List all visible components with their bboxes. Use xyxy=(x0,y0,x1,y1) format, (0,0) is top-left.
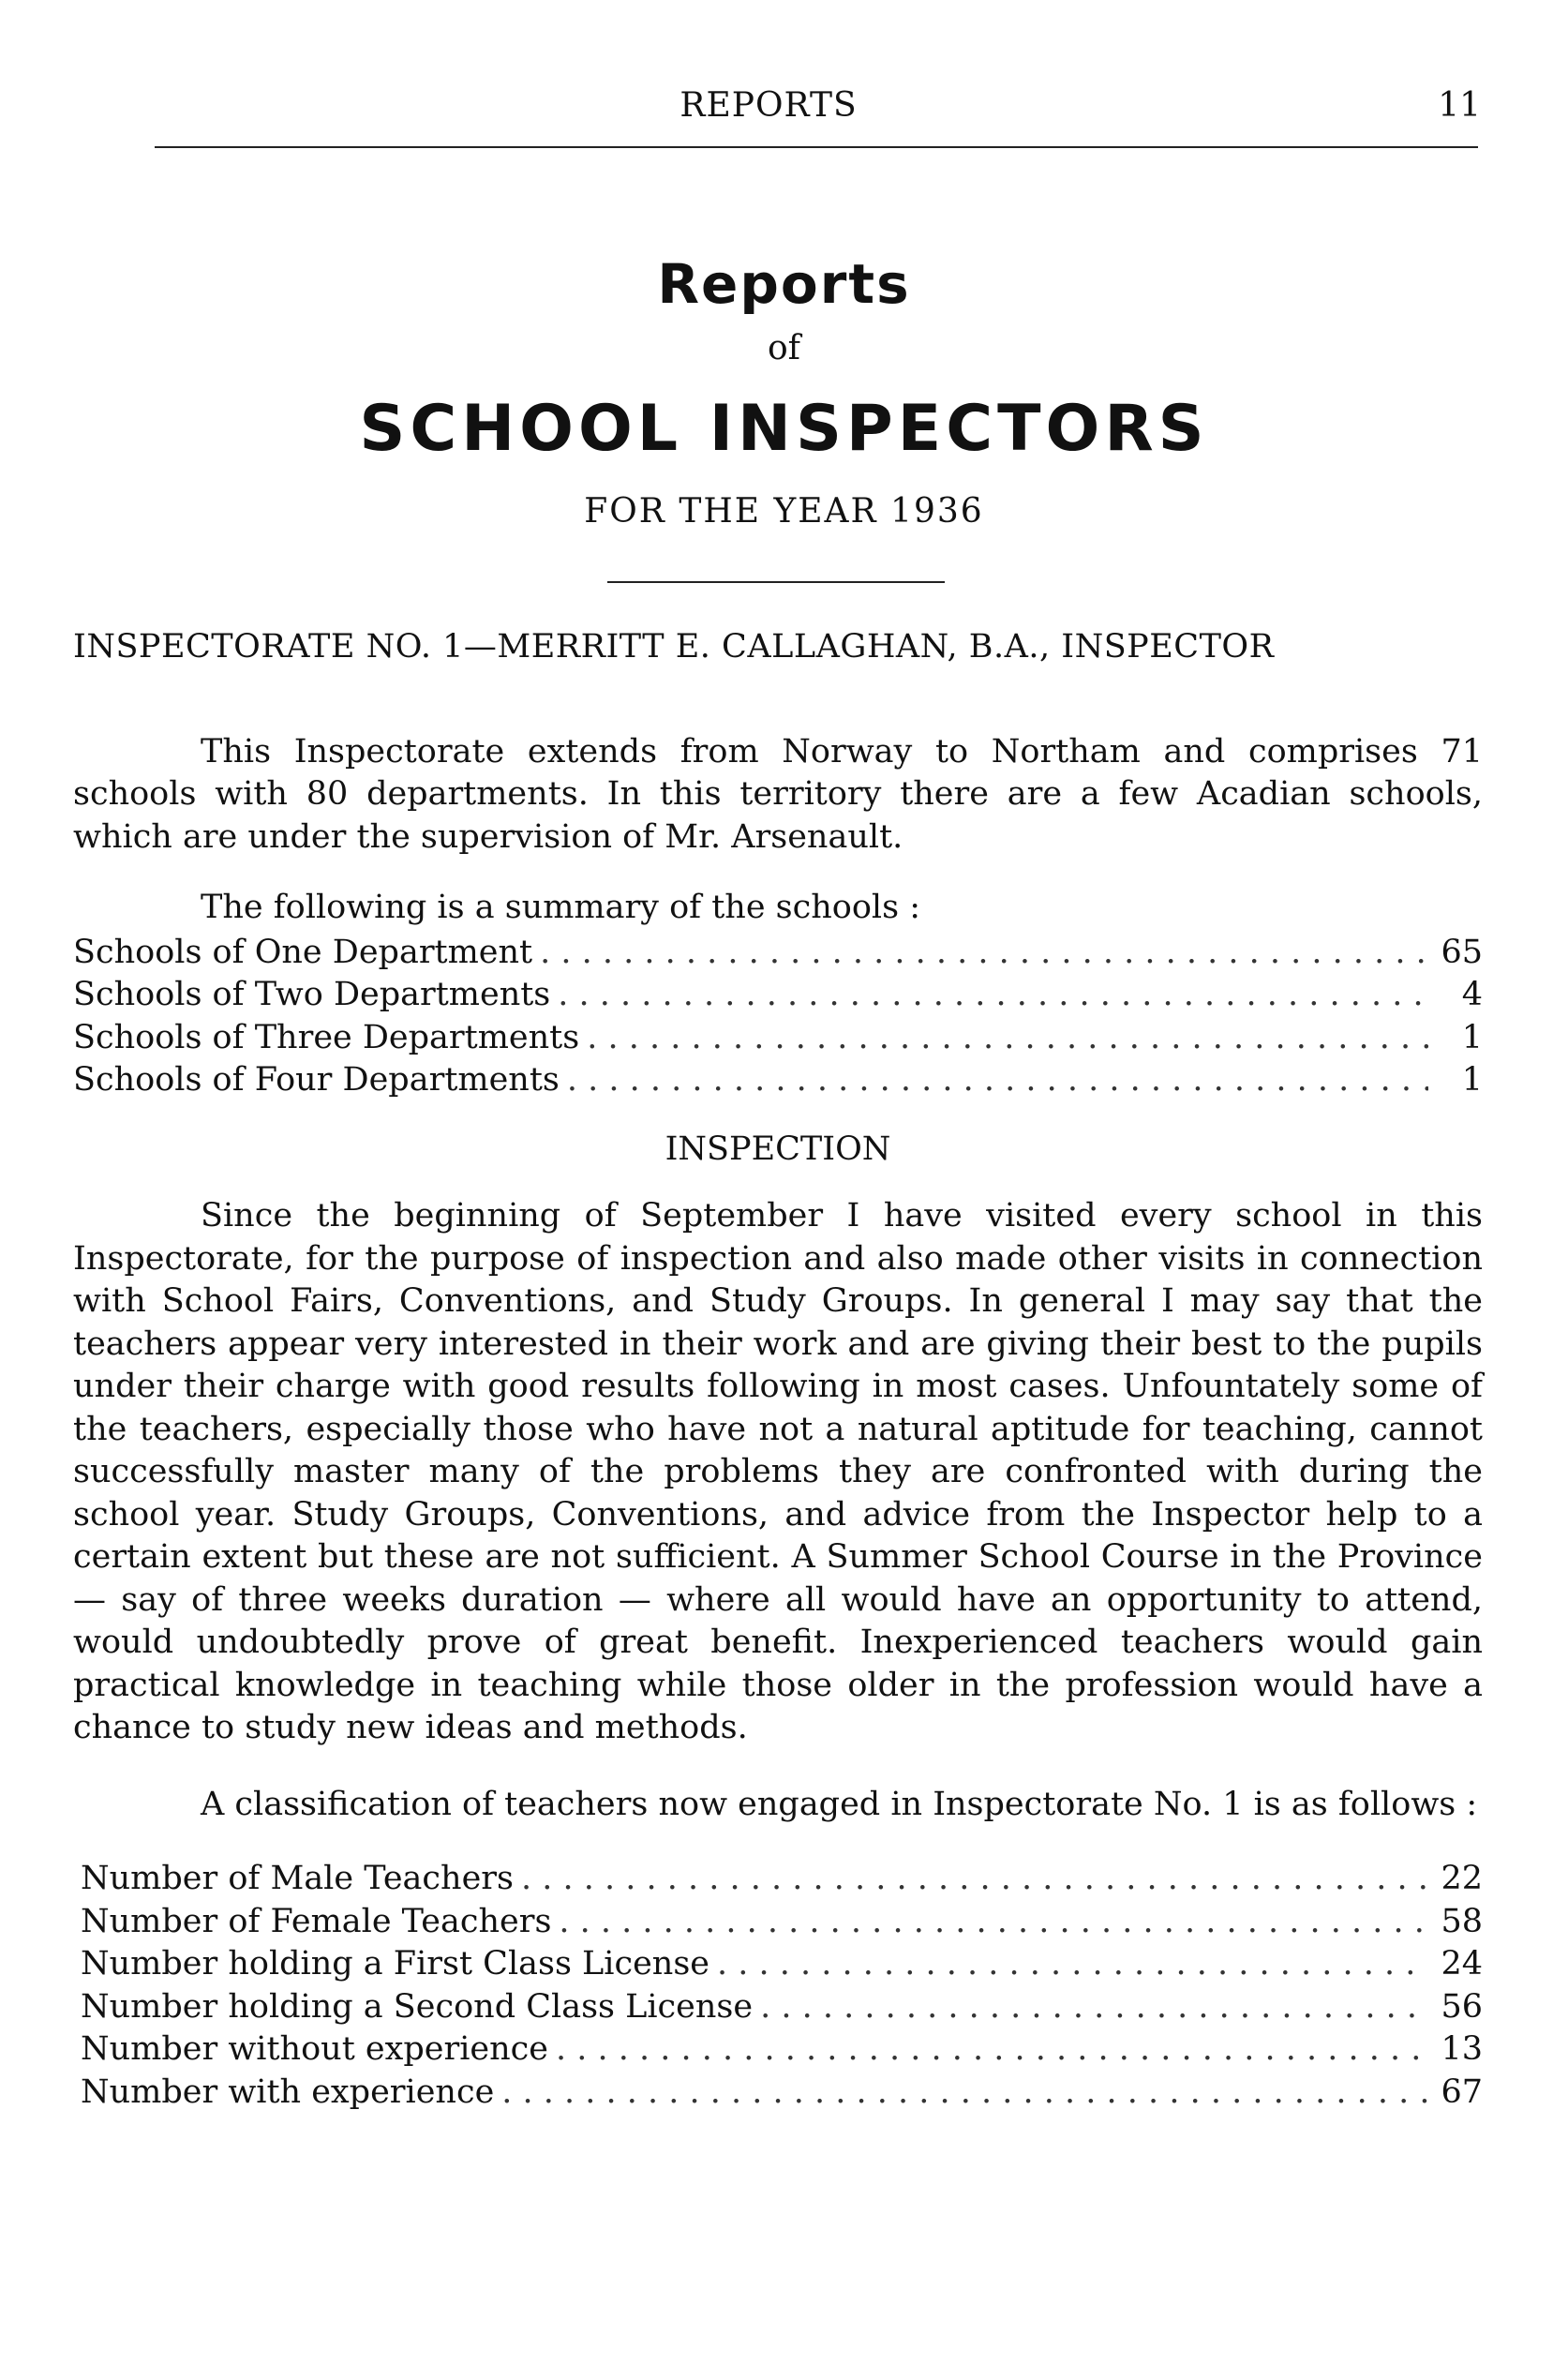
summary-intro: The following is a summary of the schools : xyxy=(201,889,921,926)
list-item-label: Schools of Two Departments xyxy=(73,976,551,1013)
list-item-value: 13 xyxy=(1441,2030,1483,2068)
title-block xyxy=(0,251,1568,532)
report-body xyxy=(73,626,1483,2114)
list-item-value: 4 xyxy=(1461,976,1483,1013)
list-item-label: Number without experience xyxy=(81,2030,548,2068)
list-item xyxy=(73,2028,1483,2072)
title-of: of xyxy=(768,329,800,367)
list-item-value: 24 xyxy=(1441,1945,1483,1982)
list-item xyxy=(73,1059,1483,1102)
dot-leader xyxy=(558,974,1428,1017)
dot-leader xyxy=(587,1017,1428,1060)
dot-leader xyxy=(717,1943,1428,1986)
list-item-label: Number of Male Teachers xyxy=(81,1860,514,1897)
list-item xyxy=(73,974,1483,1017)
list-item xyxy=(73,1858,1483,1901)
dot-leader xyxy=(567,1059,1428,1102)
list-item xyxy=(73,1901,1483,1944)
dot-leader xyxy=(501,2072,1428,2115)
inspection-heading: INSPECTION xyxy=(665,1130,891,1168)
title-year: FOR THE YEAR 1936 xyxy=(584,492,984,531)
list-item-label: Schools of Four Departments xyxy=(73,1061,560,1099)
page-number: 11 xyxy=(1438,86,1481,125)
schools-summary-list xyxy=(73,932,1483,1102)
list-item-label: Number with experience xyxy=(81,2072,495,2111)
classification-intro: A classification of teachers now engaged in Inspectorate No. 1 is as follows : xyxy=(201,1785,1478,1823)
dot-leader xyxy=(559,1901,1428,1944)
list-item-label: Schools of Three Departments xyxy=(73,1018,580,1056)
list-item xyxy=(73,932,1483,975)
inspection-paragraph: Since the beginning of September I have visited every school in this Inspectorate, for the purpose of inspection and also made other visits in connection with School Fairs, Conventions, and Study Groups. In general I may say that the teachers appear very interested in their work and are giving their best to the pupils under their charge with good results following in most cases. Unfountately some of the teachers, especially those who have not a natural aptitude for teaching, cannot successfully master many of the problems they are confronted with during the school year. Study Groups, Conventions, and advice from the Inspector help to a certain extent but these are not sufficient. A Summer School Course in the Province — say of three weeks duration — where all would have an opportunity to attend, would undoubtedly prove of great benefit. Inexperienced teachers would gain practical knowledge in teaching while those older in the profession would have a chance to study new ideas and methods. xyxy=(73,1197,1483,1746)
dot-leader xyxy=(521,1858,1428,1901)
running-title: REPORTS xyxy=(679,86,858,125)
list-item-value: 56 xyxy=(1441,1987,1483,2026)
dot-leader xyxy=(556,2028,1428,2072)
teachers-classification-list xyxy=(73,1858,1483,2114)
list-item xyxy=(73,1943,1483,1986)
title-reports: Reports xyxy=(657,252,911,316)
list-item xyxy=(73,1986,1483,2029)
running-header xyxy=(56,86,1481,142)
list-item-value: 1 xyxy=(1461,1018,1483,1056)
list-item-label: Number holding a First Class License xyxy=(81,1945,710,1982)
inspectorate-heading: INSPECTORATE NO. 1—MERRITT E. CALLAGHAN, B.A., INSPECTOR xyxy=(73,628,1275,666)
intro-paragraph: This Inspectorate extends from Norway to Northam and comprises 71 schools with 80 departments. In this territory there are a few Acadian schools, which are under the supervision of Mr. Arsenault. xyxy=(73,732,1483,856)
list-item-value: 65 xyxy=(1441,933,1483,971)
title-school-inspectors: SCHOOL INSPECTORS xyxy=(359,392,1209,466)
list-item-label: Number of Female Teachers xyxy=(81,1902,552,1940)
list-item-label: Schools of One Department xyxy=(73,933,533,971)
dot-leader xyxy=(540,932,1428,975)
header-rule xyxy=(155,146,1478,148)
dot-leader xyxy=(760,1986,1428,2029)
list-item-label: Number holding a Second Class License xyxy=(81,1987,754,2026)
list-item-value: 67 xyxy=(1441,2072,1483,2111)
title-rule xyxy=(607,581,945,583)
list-item xyxy=(73,2072,1483,2115)
list-item-value: 22 xyxy=(1441,1860,1483,1897)
list-item xyxy=(73,1017,1483,1060)
list-item-value: 1 xyxy=(1461,1061,1483,1099)
list-item-value: 58 xyxy=(1441,1902,1483,1940)
